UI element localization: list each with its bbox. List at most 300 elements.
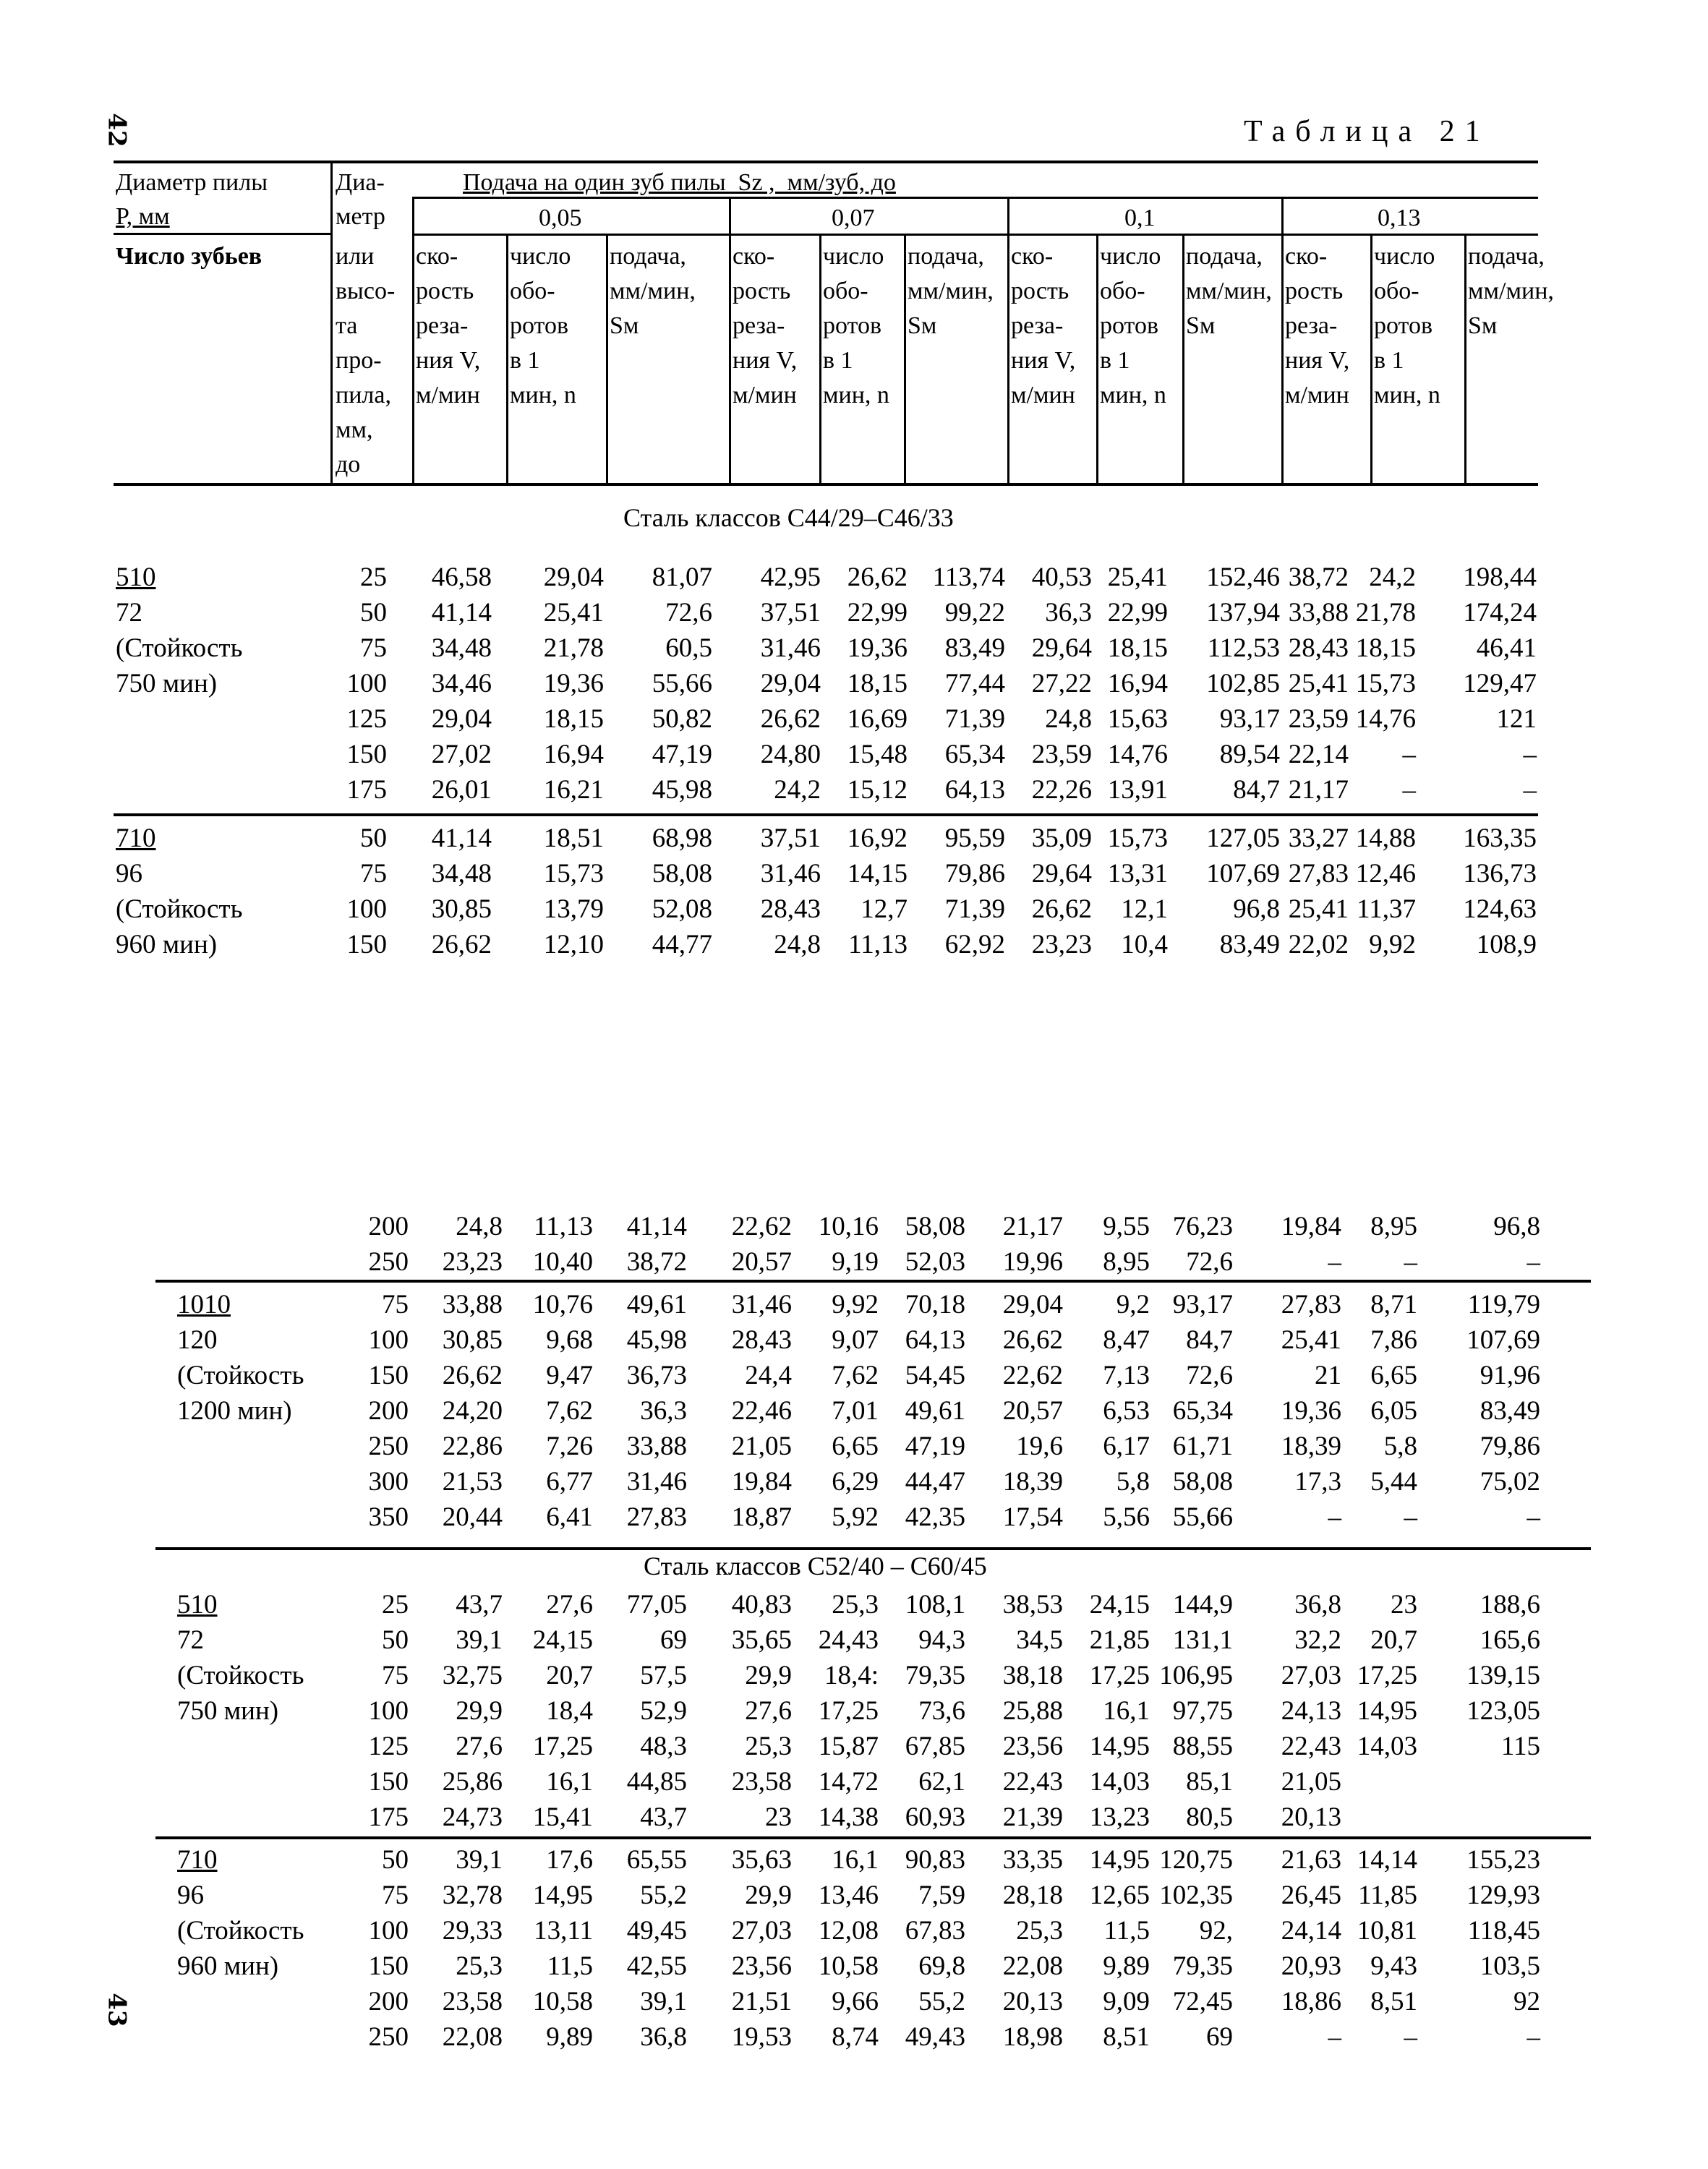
cell-value: 38,53 xyxy=(1002,1590,1063,1620)
cell-value: 64,13 xyxy=(944,775,1005,805)
cell-height: 200 xyxy=(368,1396,409,1426)
cell-value: 174,24 xyxy=(1463,598,1537,628)
feed-0-1: 0,1 xyxy=(1124,205,1156,231)
subheader-speed-line: м/мин xyxy=(733,382,797,408)
cell-height: 150 xyxy=(368,1361,409,1390)
table-row xyxy=(0,1587,1708,1622)
cell-value: 21,17 xyxy=(1002,1212,1063,1241)
cell-height: 175 xyxy=(346,775,387,805)
cell-height: 150 xyxy=(368,1767,409,1797)
subheader-feed-rate-line: мм/мин, xyxy=(1186,278,1272,304)
cell-value: 24,8 xyxy=(1045,704,1092,734)
col-divider xyxy=(506,234,508,483)
header-diameter-line1: Диаметр пилы xyxy=(116,169,268,196)
cell-value: 136,73 xyxy=(1463,859,1537,889)
subheader-speed-line: рость xyxy=(1285,278,1344,304)
cell-value: 16,92 xyxy=(847,823,908,853)
table-row xyxy=(0,891,1708,927)
cell-value: 103,5 xyxy=(1479,1951,1540,1981)
table-row xyxy=(0,595,1708,630)
group-rule xyxy=(155,1547,1591,1550)
cell-value: 14,03 xyxy=(1357,1732,1417,1761)
cell-value: 35,65 xyxy=(731,1625,792,1655)
group-life: 960 мин) xyxy=(177,1951,279,1981)
cell-value: 28,43 xyxy=(760,894,821,924)
cell-value: 10,58 xyxy=(818,1951,879,1981)
cell-value: 8,95 xyxy=(1370,1212,1417,1241)
cell-value: 24,15 xyxy=(1089,1590,1150,1620)
cell-value: 9,07 xyxy=(832,1325,879,1355)
cell-value: 28,43 xyxy=(731,1325,792,1355)
cell-value: 14,15 xyxy=(847,859,908,889)
cell-value: 37,51 xyxy=(760,823,821,853)
cell-height: 175 xyxy=(368,1802,409,1832)
cell-value: 14,14 xyxy=(1357,1845,1417,1875)
header-height-line: про- xyxy=(336,347,382,374)
table-row xyxy=(0,1622,1708,1658)
cell-height: 100 xyxy=(368,1325,409,1355)
cell-value: 83,49 xyxy=(944,633,1005,663)
cell-value: 16,94 xyxy=(1107,669,1168,698)
cell-height: 125 xyxy=(368,1732,409,1761)
subheader-revolutions-line: мин, n xyxy=(1374,382,1440,408)
cell-value: 19,36 xyxy=(543,669,604,698)
cell-value: 29,04 xyxy=(760,669,821,698)
col-divider xyxy=(729,197,731,483)
cell-value: 57,5 xyxy=(640,1661,687,1690)
subheader-revolutions-line: число xyxy=(1374,243,1435,270)
cell-value: 49,43 xyxy=(905,2022,965,2052)
cell-value: 73,6 xyxy=(918,1696,965,1726)
cell-value: 13,31 xyxy=(1107,859,1168,889)
header-height-line: Диа- xyxy=(336,169,385,196)
cell-value: 12,1 xyxy=(1121,894,1168,924)
cell-value: 69 xyxy=(660,1625,687,1655)
subheader-speed-line: ния V, xyxy=(733,347,798,374)
cell-value: 35,63 xyxy=(731,1845,792,1875)
cell-value: 24,80 xyxy=(760,740,821,769)
cell-value: 11,5 xyxy=(1103,1916,1150,1946)
cell-value: 7,01 xyxy=(832,1396,879,1426)
cell-value: 127,05 xyxy=(1206,823,1280,853)
table-row xyxy=(0,666,1708,701)
cell-value: 38,72 xyxy=(1288,562,1349,592)
cell-value: 23,59 xyxy=(1031,740,1092,769)
cell-value: 22,43 xyxy=(1002,1767,1063,1797)
subheader-feed-rate-line: Sм xyxy=(1468,312,1498,339)
cell-value: 7,26 xyxy=(546,1432,593,1461)
cell-value: 62,92 xyxy=(944,930,1005,959)
cell-value: 71,39 xyxy=(944,894,1005,924)
cell-value: 69,8 xyxy=(918,1951,965,1981)
cell-value: 41,14 xyxy=(626,1212,687,1241)
cell-value: 42,55 xyxy=(626,1951,687,1981)
cell-value: 20,13 xyxy=(1002,1987,1063,2016)
cell-value: 34,48 xyxy=(431,633,492,663)
cell-value: 16,1 xyxy=(546,1767,593,1797)
cell-value: 39,1 xyxy=(456,1625,503,1655)
table-row xyxy=(0,1913,1708,1948)
cell-value: 5,92 xyxy=(832,1502,879,1532)
table-row xyxy=(0,1464,1708,1500)
cell-value: – xyxy=(1526,2022,1540,2052)
subheader-revolutions-line: обо- xyxy=(1100,278,1145,304)
cell-value: 23,58 xyxy=(442,1987,503,2016)
cell-value: 8,74 xyxy=(832,2022,879,2052)
header-height-line: метр xyxy=(336,203,385,230)
cell-value: 15,73 xyxy=(543,859,604,889)
cell-value: 17,25 xyxy=(532,1732,593,1761)
cell-value: 6,29 xyxy=(832,1467,879,1497)
cell-value: 18,15 xyxy=(1107,633,1168,663)
cell-value: 20,93 xyxy=(1281,1951,1341,1981)
table-title: Таблица 21 xyxy=(1244,115,1490,148)
subheader-feed-rate-line: Sм xyxy=(610,312,639,339)
cell-value: 36,73 xyxy=(626,1361,687,1390)
feed-values-rule xyxy=(414,234,1538,236)
cell-value: 22,14 xyxy=(1288,740,1349,769)
cell-value: 36,8 xyxy=(640,2022,687,2052)
table-row xyxy=(0,1209,1708,1244)
cell-value: 22,86 xyxy=(442,1432,503,1461)
table-row xyxy=(0,737,1708,772)
table-row xyxy=(0,1948,1708,1984)
cell-value: 30,85 xyxy=(442,1325,503,1355)
cell-value: 27,03 xyxy=(731,1916,792,1946)
subheader-speed-line: м/мин xyxy=(1011,382,1075,408)
cell-value: 24,4 xyxy=(745,1361,792,1390)
cell-value: 14,76 xyxy=(1355,704,1416,734)
cell-height: 75 xyxy=(360,859,387,889)
cell-value: 20,13 xyxy=(1281,1802,1341,1832)
cell-value: 99,22 xyxy=(944,598,1005,628)
cell-value: 26,62 xyxy=(847,562,908,592)
subheader-speed-line: реза- xyxy=(1011,312,1064,339)
header-diameter-line2: Р, мм xyxy=(116,203,170,230)
cell-value: 26,01 xyxy=(431,775,492,805)
subheader-feed-rate-line: мм/мин, xyxy=(610,278,696,304)
cell-value: 20,7 xyxy=(546,1661,593,1690)
cell-value: 24,2 xyxy=(1369,562,1416,592)
cell-value: 14,95 xyxy=(1357,1696,1417,1726)
cell-value: 9,66 xyxy=(832,1987,879,2016)
cell-height: 100 xyxy=(368,1696,409,1726)
cell-value: 67,85 xyxy=(905,1732,965,1761)
cell-value: 71,39 xyxy=(944,704,1005,734)
cell-value: – xyxy=(1404,1247,1417,1277)
cell-height: 50 xyxy=(360,598,387,628)
cell-height: 350 xyxy=(368,1502,409,1532)
cell-value: 7,59 xyxy=(918,1881,965,1910)
cell-value: 58,08 xyxy=(652,859,712,889)
group-life: (Стойкость xyxy=(177,1661,304,1690)
cell-value: 21,63 xyxy=(1281,1845,1341,1875)
cell-height: 100 xyxy=(346,669,387,698)
cell-value: 21,39 xyxy=(1002,1802,1063,1832)
cell-value: 52,03 xyxy=(905,1247,965,1277)
cell-value: 62,1 xyxy=(918,1767,965,1797)
cell-value: 27,03 xyxy=(1281,1661,1341,1690)
cell-value: 16,1 xyxy=(832,1845,879,1875)
cell-value: 139,15 xyxy=(1466,1661,1540,1690)
cell-value: 5,8 xyxy=(1116,1467,1150,1497)
subheader-revolutions-line: в 1 xyxy=(1374,347,1404,374)
cell-value: 10,40 xyxy=(532,1247,593,1277)
cell-value: 19,6 xyxy=(1016,1432,1063,1461)
cell-value: 144,9 xyxy=(1172,1590,1233,1620)
cell-height: 50 xyxy=(382,1625,409,1655)
cell-value: 55,66 xyxy=(652,669,712,698)
table-row xyxy=(0,701,1708,737)
cell-value: 16,69 xyxy=(847,704,908,734)
cell-value: 120,75 xyxy=(1159,1845,1233,1875)
subheader-speed-line: рость xyxy=(1011,278,1069,304)
table-row xyxy=(0,821,1708,856)
cell-value: 72,6 xyxy=(1186,1361,1233,1390)
cell-value: 96,8 xyxy=(1233,894,1280,924)
cell-value: 44,85 xyxy=(626,1767,687,1797)
cell-value: 17,6 xyxy=(546,1845,593,1875)
cell-value: 29,64 xyxy=(1031,859,1092,889)
cell-value: 19,53 xyxy=(731,2022,792,2052)
cell-height: 100 xyxy=(346,894,387,924)
cell-value: 32,75 xyxy=(442,1661,503,1690)
cell-value: 55,66 xyxy=(1172,1502,1233,1532)
group-diameter: 710 xyxy=(177,1845,218,1875)
cell-value: 24,8 xyxy=(456,1212,503,1241)
cell-value: 31,46 xyxy=(760,859,821,889)
cell-value: 9,09 xyxy=(1103,1987,1150,2016)
cell-value: 27,6 xyxy=(546,1590,593,1620)
cell-value: 49,61 xyxy=(626,1290,687,1319)
cell-value: 34,5 xyxy=(1016,1625,1063,1655)
cell-value: 25,86 xyxy=(442,1767,503,1797)
cell-value: 24,20 xyxy=(442,1396,503,1426)
subheader-feed-rate-line: подача, xyxy=(1468,243,1545,270)
cell-height: 75 xyxy=(382,1290,409,1319)
cell-height: 250 xyxy=(368,1432,409,1461)
cell-value: 42,95 xyxy=(760,562,821,592)
cell-value: 25,88 xyxy=(1002,1696,1063,1726)
cell-value: 30,85 xyxy=(431,894,492,924)
cell-value: 61,71 xyxy=(1172,1432,1233,1461)
cell-value: 29,9 xyxy=(456,1696,503,1726)
cell-value: 79,35 xyxy=(1172,1951,1233,1981)
cell-value: 9,2 xyxy=(1116,1290,1150,1319)
cell-value: 106,95 xyxy=(1159,1661,1233,1690)
cell-value: 18,15 xyxy=(847,669,908,698)
cell-value: 12,10 xyxy=(543,930,604,959)
cell-height: 100 xyxy=(368,1916,409,1946)
cell-value: 129,47 xyxy=(1463,669,1537,698)
cell-value: 83,49 xyxy=(1479,1396,1540,1426)
header-height-line: та xyxy=(336,312,358,339)
subheader-feed-rate-line: мм/мин, xyxy=(1468,278,1554,304)
col-divider xyxy=(904,234,906,483)
cell-value: 23,56 xyxy=(731,1951,792,1981)
cell-value: 102,35 xyxy=(1159,1881,1233,1910)
cell-value: 33,88 xyxy=(626,1432,687,1461)
cell-value: 17,25 xyxy=(1089,1661,1150,1690)
cell-value: 27,83 xyxy=(1281,1290,1341,1319)
group-rule xyxy=(155,1836,1591,1839)
header-bottom-rule xyxy=(114,483,1538,486)
table-row xyxy=(0,1693,1708,1729)
cell-value: 36,8 xyxy=(1294,1590,1341,1620)
group-life: 1200 мин) xyxy=(177,1396,292,1426)
cell-value: 20,7 xyxy=(1370,1625,1417,1655)
cell-value: 5,44 xyxy=(1370,1467,1417,1497)
cell-value: – xyxy=(1404,2022,1417,2052)
cell-value: 60,93 xyxy=(905,1802,965,1832)
cell-value: 37,51 xyxy=(760,598,821,628)
table-row xyxy=(0,1393,1708,1429)
cell-value: 76,23 xyxy=(1172,1212,1233,1241)
subheader-revolutions-line: ротов xyxy=(823,312,882,339)
group-teeth: 72 xyxy=(116,598,142,628)
cell-value: 65,55 xyxy=(626,1845,687,1875)
cell-value: 95,59 xyxy=(944,823,1005,853)
cell-value: 22,08 xyxy=(442,2022,503,2052)
cell-value: 58,08 xyxy=(905,1212,965,1241)
cell-value: 29,64 xyxy=(1031,633,1092,663)
cell-value: 14,95 xyxy=(1089,1845,1150,1875)
cell-value: 13,91 xyxy=(1107,775,1168,805)
cell-value: 33,88 xyxy=(1288,598,1349,628)
cell-value: 21,53 xyxy=(442,1467,503,1497)
cell-value: 46,41 xyxy=(1476,633,1537,663)
table-row xyxy=(0,856,1708,891)
subheader-revolutions-line: обо- xyxy=(823,278,868,304)
cell-value: 6,53 xyxy=(1103,1396,1150,1426)
header-height-line: пила, xyxy=(336,382,391,408)
cell-height: 75 xyxy=(382,1661,409,1690)
cell-value: 14,88 xyxy=(1355,823,1416,853)
subheader-revolutions-line: в 1 xyxy=(823,347,853,374)
cell-value: 119,79 xyxy=(1467,1290,1540,1319)
cell-value: 8,47 xyxy=(1103,1325,1150,1355)
cell-value: 8,51 xyxy=(1103,2022,1150,2052)
subheader-speed-line: ния V, xyxy=(1011,347,1076,374)
cell-value: 6,05 xyxy=(1370,1396,1417,1426)
header-height-line: или xyxy=(336,243,375,270)
cell-value: 50,82 xyxy=(652,704,712,734)
subheader-speed-line: рость xyxy=(416,278,474,304)
table-row xyxy=(0,1358,1708,1393)
cell-value: 27,6 xyxy=(456,1732,503,1761)
cell-value: 22,02 xyxy=(1288,930,1349,959)
cell-value: – xyxy=(1402,775,1416,805)
cell-height: 25 xyxy=(382,1590,409,1620)
cell-value: – xyxy=(1526,1502,1540,1532)
cell-value: 152,46 xyxy=(1206,562,1280,592)
cell-value: 65,34 xyxy=(1172,1396,1233,1426)
cell-value: 67,83 xyxy=(905,1916,965,1946)
cell-value: 9,92 xyxy=(1369,930,1416,959)
cell-value: 16,94 xyxy=(543,740,604,769)
cell-value: 8,95 xyxy=(1103,1247,1150,1277)
cell-value: 129,93 xyxy=(1466,1881,1540,1910)
cell-value: 43,7 xyxy=(640,1802,687,1832)
col-divider xyxy=(412,197,414,483)
group-diameter: 710 xyxy=(116,823,156,853)
cell-value: 69 xyxy=(1206,2022,1233,2052)
cell-value: 39,1 xyxy=(640,1987,687,2016)
cell-value: 55,2 xyxy=(640,1881,687,1910)
cell-value: 8,51 xyxy=(1370,1987,1417,2016)
cell-value: 107,69 xyxy=(1206,859,1280,889)
cell-value: 21,85 xyxy=(1089,1625,1150,1655)
subheader-revolutions-line: число xyxy=(1100,243,1161,270)
cell-value: 44,47 xyxy=(905,1467,965,1497)
cell-value: 23,58 xyxy=(731,1767,792,1797)
cell-value: 13,46 xyxy=(818,1881,879,1910)
subheader-speed-line: реза- xyxy=(733,312,785,339)
cell-value: 25,3 xyxy=(745,1732,792,1761)
cell-value: 20,57 xyxy=(731,1247,792,1277)
cell-value: 9,89 xyxy=(546,2022,593,2052)
cell-value: 23,23 xyxy=(442,1247,503,1277)
section-title: Сталь классов С44/29–С46/33 xyxy=(623,503,954,532)
subheader-speed-line: м/мин xyxy=(1285,382,1349,408)
cell-value: 9,55 xyxy=(1103,1212,1150,1241)
group-diameter: 510 xyxy=(116,562,156,592)
cell-height: 200 xyxy=(368,1212,409,1241)
cell-value: 28,43 xyxy=(1288,633,1349,663)
col-divider xyxy=(330,163,333,483)
cell-value: 93,17 xyxy=(1172,1290,1233,1319)
cell-value: 52,9 xyxy=(640,1696,687,1726)
cell-value: 24,14 xyxy=(1281,1916,1341,1946)
cell-value: 21 xyxy=(1315,1361,1341,1390)
table-row xyxy=(0,1287,1708,1322)
cell-value: 40,53 xyxy=(1031,562,1092,592)
col-divider xyxy=(1007,197,1009,483)
group-diameter: 510 xyxy=(177,1590,218,1620)
subheader-feed-rate-line: подача, xyxy=(610,243,686,270)
subheader-revolutions-line: обо- xyxy=(1374,278,1419,304)
subheader-speed-line: ско- xyxy=(1285,243,1328,270)
cell-value: 165,6 xyxy=(1479,1625,1540,1655)
cell-height: 150 xyxy=(368,1951,409,1981)
cell-value: 6,41 xyxy=(546,1502,593,1532)
cell-value: 97,75 xyxy=(1172,1696,1233,1726)
cell-value: 29,9 xyxy=(745,1661,792,1690)
cell-value: 25,3 xyxy=(456,1951,503,1981)
cell-value: – xyxy=(1328,2022,1341,2052)
feed-0-05: 0,05 xyxy=(539,205,582,231)
subheader-feed-rate-line: Sм xyxy=(1186,312,1216,339)
cell-value: 20,44 xyxy=(442,1502,503,1532)
subheader-speed-line: м/мин xyxy=(416,382,480,408)
cell-value: 24,73 xyxy=(442,1802,503,1832)
subheader-revolutions-line: в 1 xyxy=(1100,347,1130,374)
cell-value: 25,41 xyxy=(543,598,604,628)
subheader-speed-line: ния V, xyxy=(1285,347,1350,374)
cell-value: 155,23 xyxy=(1466,1845,1540,1875)
group-teeth: 72 xyxy=(177,1625,204,1655)
cell-value: 45,98 xyxy=(626,1325,687,1355)
table-row xyxy=(0,630,1708,666)
cell-value: 19,96 xyxy=(1002,1247,1063,1277)
cell-value: 29,04 xyxy=(543,562,604,592)
cell-value: 47,19 xyxy=(905,1432,965,1461)
group-teeth: 120 xyxy=(177,1325,218,1355)
group-teeth: 96 xyxy=(177,1881,204,1910)
cell-value: 22,62 xyxy=(731,1212,792,1241)
cell-value: 22,99 xyxy=(1107,598,1168,628)
cell-value: 38,72 xyxy=(626,1247,687,1277)
